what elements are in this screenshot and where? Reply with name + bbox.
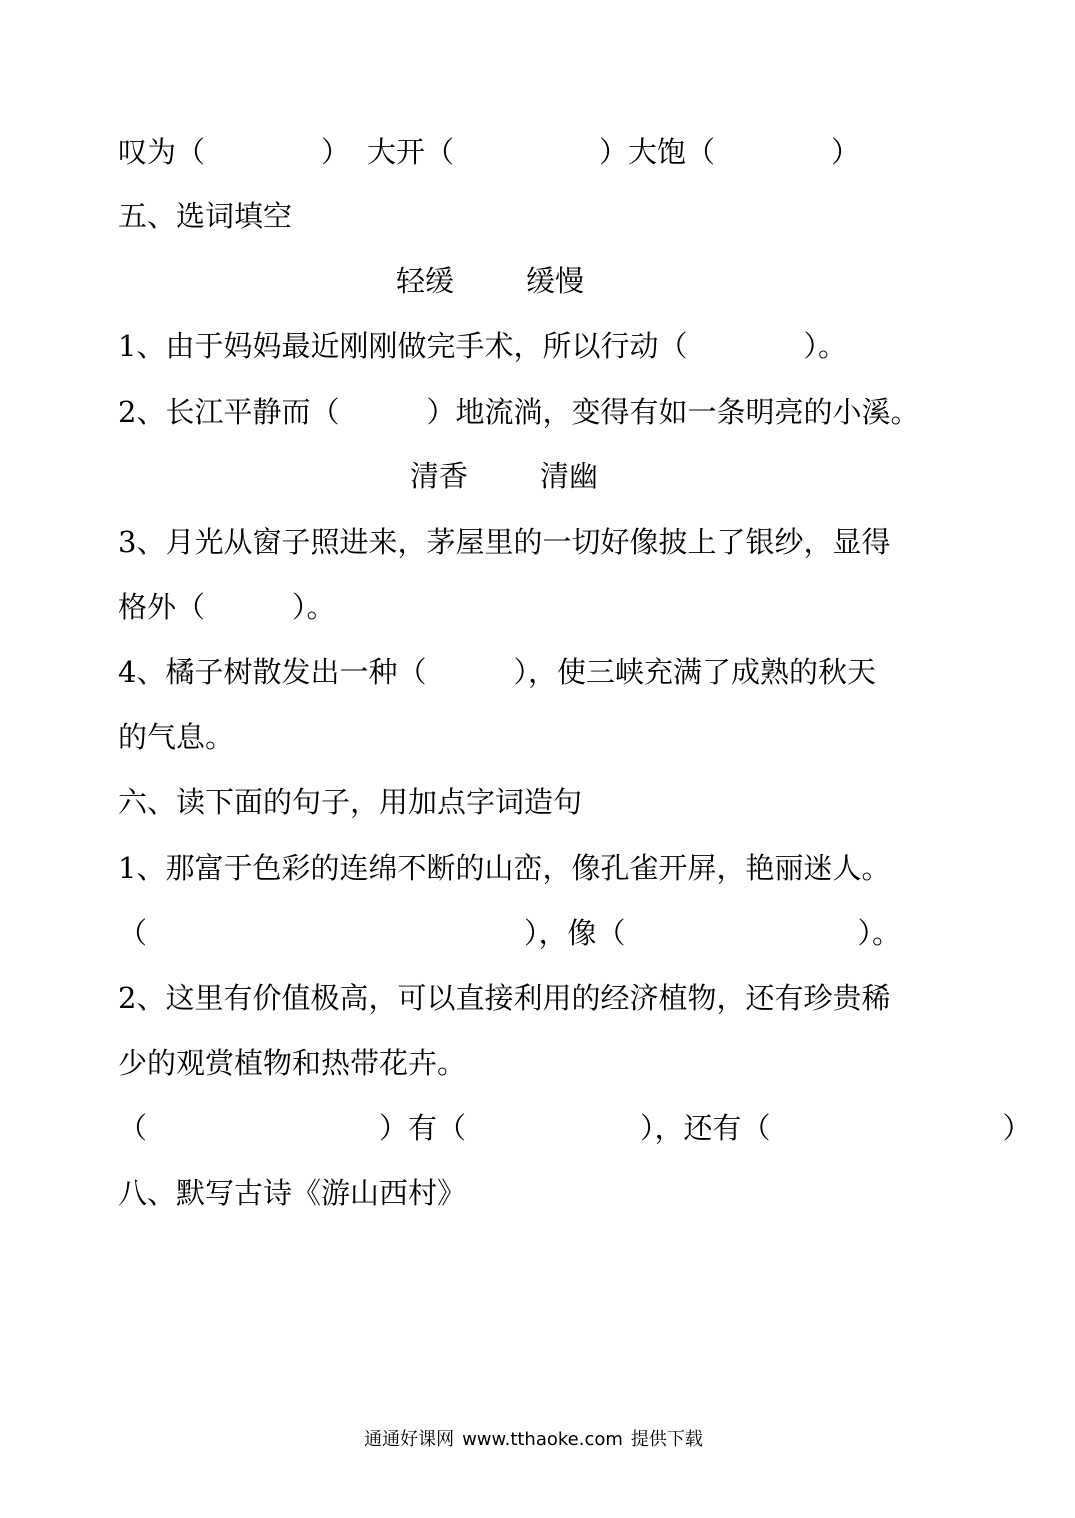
section5-question-3-line1: 3、月光从窗子照进来，茅屋里的一切好像披上了银纱，显得 <box>118 525 891 559</box>
section5-title: 五、选词填空 <box>118 199 293 233</box>
section6-question-2-line1: 2、这里有价值极高，可以直接利用的经济植物，还有珍贵稀 <box>118 981 891 1015</box>
page-footer <box>0 1428 1075 1452</box>
word-choice-1b: 缓慢 <box>526 264 585 298</box>
section6-question-2-line2: 少的观赏植物和热带花卉。 <box>118 1046 467 1080</box>
section6-answer-2: （ ）有（ ），还有（ ） <box>118 1111 1032 1145</box>
footer-note: 提供下载 <box>630 1429 703 1450</box>
idiom-3: 大饱（ ） <box>628 135 861 169</box>
word-choice-2a: 清香 <box>410 459 469 493</box>
word-choice-1a: 轻缓 <box>396 264 455 298</box>
section5-question-3-line2: 格外（ ）。 <box>118 590 336 624</box>
section6-answer-1: （ ），像（ ）。 <box>118 916 902 950</box>
section5-question-2: 2、长江平静而（ ）地流淌，变得有如一条明亮的小溪。 <box>118 395 920 429</box>
footer-url: www.tthaoke.com <box>462 1429 623 1450</box>
idiom-1: 叹为（ ） <box>118 135 351 169</box>
word-choice-group-2 <box>0 458 599 494</box>
section5-question-1: 1、由于妈妈最近刚刚做完手术，所以行动（ ）。 <box>118 329 847 363</box>
section5-question-4-line2: 的气息。 <box>118 720 235 754</box>
section6-question-1: 1、那富于色彩的连绵不断的山峦，像孔雀开屏，艳丽迷人。 <box>118 851 891 885</box>
word-choice-group-1 <box>0 263 585 299</box>
footer-site-name: 通通好课网 <box>364 1429 455 1450</box>
idiom-2: 大开（ ） <box>367 135 629 169</box>
word-choice-2b: 清幽 <box>540 459 599 493</box>
section8-title: 八、默写古诗《游山西村》 <box>118 1176 467 1210</box>
section6-title: 六、读下面的句子，用加点字词造句 <box>118 785 583 819</box>
section5-question-4-line1: 4、橘子树散发出一种（ ），使三峡充满了成熟的秋天 <box>118 655 876 689</box>
idioms-row <box>0 134 861 170</box>
